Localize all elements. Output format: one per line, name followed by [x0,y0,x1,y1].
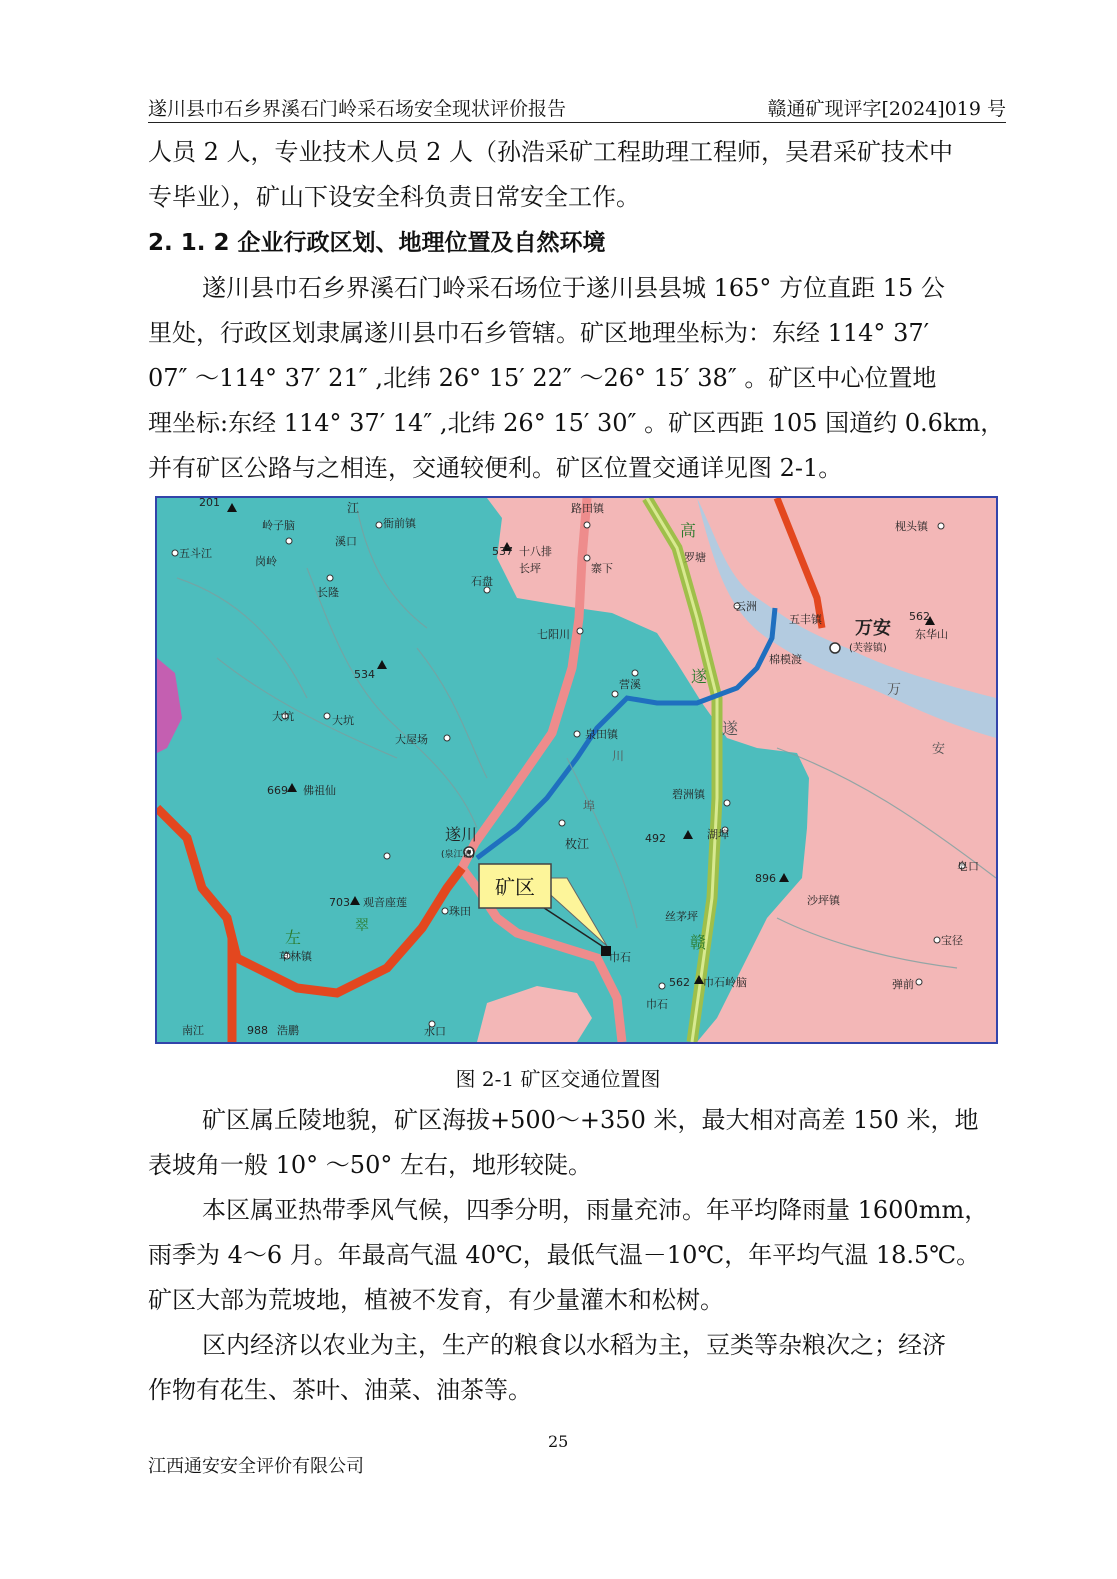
map-label: 珠田 [449,905,471,918]
map-label: 988 [247,1024,268,1037]
map-label: 562 [669,976,690,989]
map-label: 水口 [424,1025,446,1038]
paragraph-line: 遂川县巾石乡界溪石门岭采石场位于遂川县县城 165° 方位直距 15 公 [202,274,945,302]
map-label: 路田镇 [571,502,604,515]
map-label: 长隆 [317,586,339,599]
paragraph-line: 专毕业），矿山下设安全科负责日常安全工作。 [148,183,640,211]
map-label: 寨下 [591,562,613,575]
map-label: 五斗江 [179,547,212,560]
wanan-county-seat [830,643,840,653]
map-label: 岗岭 [255,555,277,568]
map-label: 罗塘 [684,551,706,564]
paragraph-line: 矿区属丘陵地貌，矿区海拔+500～+350 米，最大相对高差 150 米，地 [202,1106,979,1134]
section-heading: 2. 1. 2 企业行政区划、地理位置及自然环境 [148,230,606,256]
map-label: 观音座莲 [363,896,407,909]
map-label: 巾石 [646,998,668,1011]
mine-callout-label: 矿区 [495,875,535,899]
map-graphic [157,498,996,1042]
map-label: 五丰镇 [789,613,822,626]
paragraph-line: 表坡角一般 10° ～50° 左右，地形较陡。 [148,1151,592,1179]
map-label: 石盘 [471,575,493,588]
map-label: 巾石岭脑 [703,976,747,989]
page-header [148,92,1006,123]
map-label: 枧头镇 [895,520,928,533]
map-label: 896 [755,872,776,885]
map-label: 岭子脑 [262,519,295,532]
map-label: 营溪 [619,678,641,691]
paragraph-line: 并有矿区公路与之相连，交通较便利。矿区位置交通详见图 2-1。 [148,454,843,482]
map-label: 高 [680,521,697,540]
map-label: 赣 [690,933,707,952]
map-label: 左 [285,928,302,947]
map-label: 泉田镇 [585,728,618,741]
map-label: 衙前镇 [383,517,416,530]
map-label: 沙坪镇 [807,894,840,907]
map-label: 669 [267,784,288,797]
map-label: 浩鹏 [277,1024,299,1037]
map-label: 埠 [583,799,596,813]
map-label: 碧洲镇 [672,788,705,801]
map-label: 宝径 [941,934,963,947]
map-label: (芙蓉镇) [849,643,887,654]
location-map [155,496,998,1044]
document-number: 赣通矿现评字[2024]019 号 [767,98,1006,120]
company-footer: 江西通安安全评价有限公司 [148,1456,364,1477]
paragraph-line: 雨季为 4～6 月。年最高气温 40℃，最低气温－10℃，年平均气温 18.5℃。 [148,1241,981,1269]
map-label: 201 [199,498,220,509]
map-label: 佛祖仙 [303,784,336,797]
map-label: 大坑 [272,710,294,723]
map-label: 翠 [355,918,369,934]
paragraph-line: 里处，行政区划隶属遂川县巾石乡管辖。矿区地理坐标为：东经 114° 37′ [148,319,930,347]
map-label: 遂川 [445,825,478,844]
map-label: 安 [932,742,946,757]
map-label: 遂 [691,667,708,686]
map-label: 枚江 [565,837,590,851]
map-label: 江 [347,501,360,515]
map-label: 562 [909,610,930,623]
map-label: (泉江镇) [441,850,476,860]
map-label: 弹前 [892,978,914,991]
map-label: 703 [329,896,350,909]
map-label: 长坪 [519,562,541,575]
map-label: 东华山 [915,628,948,641]
map-label: 遂 [722,719,739,738]
map-label: 492 [645,832,666,845]
report-title: 遂川县巾石乡界溪石门岭采石场安全现状评价报告 [148,98,567,120]
map-label: 溪口 [335,535,357,548]
map-label: 万 [887,682,901,698]
map-label: 湖埠 [707,828,729,841]
figure-caption: 图 2-1 矿区交通位置图 [455,1067,661,1091]
map-label: 537 [492,545,513,558]
map-label: 十八排 [519,545,552,558]
map-label: 川 [612,749,625,763]
page-number: 25 [548,1432,569,1451]
paragraph-line: 矿区大部为荒坡地，植被不发育，有少量灌木和松树。 [148,1286,724,1314]
map-label: 南江 [182,1024,204,1037]
map-label: 大坑 [332,714,354,727]
paragraph-line: 人员 2 人，专业技术人员 2 人（孙浩采矿工程助理工程师，吴君采矿技术中 [148,138,954,166]
paragraph-line: 07″ ～114° 37′ 21″ ,北纬 26° 15′ 22″ ～26° 15′ 38″ 。矿区中心位置地 [148,364,937,392]
paragraph-line: 本区属亚热带季风气候，四季分明，雨量充沛。年平均降雨量 1600mm， [202,1196,989,1224]
map-label: 棉模渡 [769,653,802,666]
map-label: 大屋场 [395,733,428,746]
map-label: 丝茅坪 [665,910,698,923]
map-label: 七阳川 [537,628,570,641]
map-label: 534 [354,668,375,681]
paragraph-line: 区内经济以农业为主，生产的粮食以水稻为主，豆类等杂粮次之；经济 [202,1331,946,1359]
map-label: 云洲 [735,600,757,613]
map-label: 草林镇 [279,950,312,963]
paragraph-line: 理坐标:东经 114° 37′ 14″ ,北纬 26° 15′ 30″ 。矿区西距 105 国道约 0.6km， [148,409,1005,437]
map-label: 万安 [855,618,891,639]
paragraph-line: 作物有花生、茶叶、油菜、油茶等。 [148,1376,532,1404]
map-label: 皂口 [957,860,979,873]
map-label: 巾石 [609,951,631,964]
